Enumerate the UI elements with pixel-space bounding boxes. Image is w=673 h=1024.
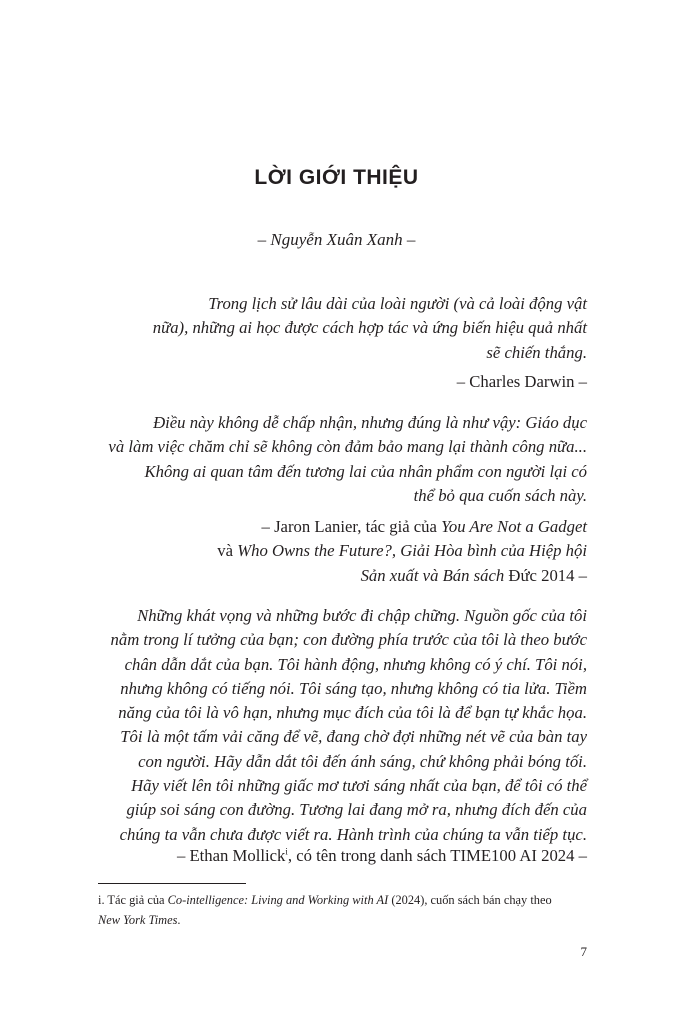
book-title: Co-intelligence: Living and Working with AI [167, 893, 389, 907]
page-title: LỜI GIỚI THIỆU [254, 166, 419, 189]
attribution-line [98, 515, 587, 539]
attribution-text: , có tên trong danh sách TIME100 AI 2024 – [287, 846, 587, 865]
attribution-text: – Jaron Lanier, tác giả của [261, 517, 442, 536]
attribution-lanier [98, 515, 587, 588]
epigraph-line: nữa), những ai học được cách hợp tác và ứng biến hiệu quả nhất [152, 318, 587, 338]
epigraph-line: Hãy viết lên tôi những giấc mơ tươi sáng nhất của bạn, để tôi có thể [131, 776, 587, 796]
footnote-line [98, 890, 590, 910]
footnote-rule [98, 883, 246, 884]
footnote [98, 890, 590, 930]
attribution-line [98, 564, 587, 588]
attribution-darwin [98, 370, 587, 394]
publication-name: New York Times [98, 913, 178, 927]
epigraph-line: sẽ chiến thắng. [486, 342, 587, 362]
epigraph-line: Những khát vọng và những bước đi chập chững. Nguồn gốc của tôi [137, 606, 587, 625]
page-number: 7 [580, 944, 587, 959]
foreword-author: – Nguyễn Xuân Xanh – [257, 230, 416, 249]
attribution-text: – Ethan Mollick [176, 846, 286, 865]
epigraph-line: chân dẫn dắt của bạn. Tôi hành động, nhưng không có ý chí. Tôi nói, [124, 654, 587, 674]
epigraph-lanier [98, 411, 587, 508]
epigraph-line: chúng ta vẫn chưa được viết ra. Hành trình của chúng ta vẫn tiếp tục. [119, 824, 587, 844]
attribution-text: và [217, 541, 238, 561]
epigraph-line: nhưng không có tiếng nói. Tôi sáng tạo, nhưng không có tia lửa. Tiềm [120, 678, 587, 698]
book-title: You Are Not a Gadget [441, 517, 587, 536]
footnote-text: (2024), cuốn sách bán chạy theo [388, 893, 552, 907]
epigraph-mollick [98, 604, 587, 847]
epigraph-line: Trong lịch sử lâu dài của loài người (và cả loài động vật [208, 294, 587, 313]
epigraph-line: Không ai quan tâm đến tương lai của nhân phẩm con người lại có [144, 461, 587, 481]
award-name: Sản xuất và Bán sách [360, 565, 505, 585]
attribution-line [98, 844, 587, 868]
epigraph-line: và làm việc chăm chỉ sẽ không còn đảm bảo mang lại thành công nữa... [108, 437, 587, 457]
epigraph-line: Điều này không dễ chấp nhận, nhưng đúng là như vậy: Giáo dục [153, 413, 587, 432]
epigraph-darwin [98, 292, 587, 365]
epigraph-line: giúp soi sáng con đường. Tương lai đang mở ra, nhưng đích đến của [126, 800, 587, 820]
book-title: Who Owns the Future?, Giải Hòa bình của Hiệp hội [237, 541, 587, 561]
epigraph-line: nằm trong lí tưởng của bạn; con đường phía trước của tôi là theo bước [110, 630, 587, 650]
epigraph-line: con người. Hãy dẫn dắt tôi đến ánh sáng, chứ không phải bóng tối. [138, 751, 587, 771]
footnote-text: i. Tác giả của [98, 893, 168, 907]
epigraph-line: thể bỏ qua cuốn sách này. [413, 485, 587, 505]
footnote-text: . [177, 913, 181, 927]
attribution-text: Đức 2014 – [504, 565, 587, 585]
attribution-line [98, 539, 587, 563]
epigraph-line: Tôi là một tấm vải căng để vẽ, đang chờ đợi những nét vẽ của bàn tay [120, 727, 587, 747]
footnote-marker[interactable]: i [285, 846, 288, 857]
footnote-line [98, 910, 590, 930]
attribution-mollick [98, 844, 587, 868]
epigraph-line: năng của tôi là vô hạn, nhưng mục đích của tôi là để bạn tự khắc họa. [118, 703, 587, 723]
attribution-line: – Charles Darwin – [456, 372, 587, 391]
